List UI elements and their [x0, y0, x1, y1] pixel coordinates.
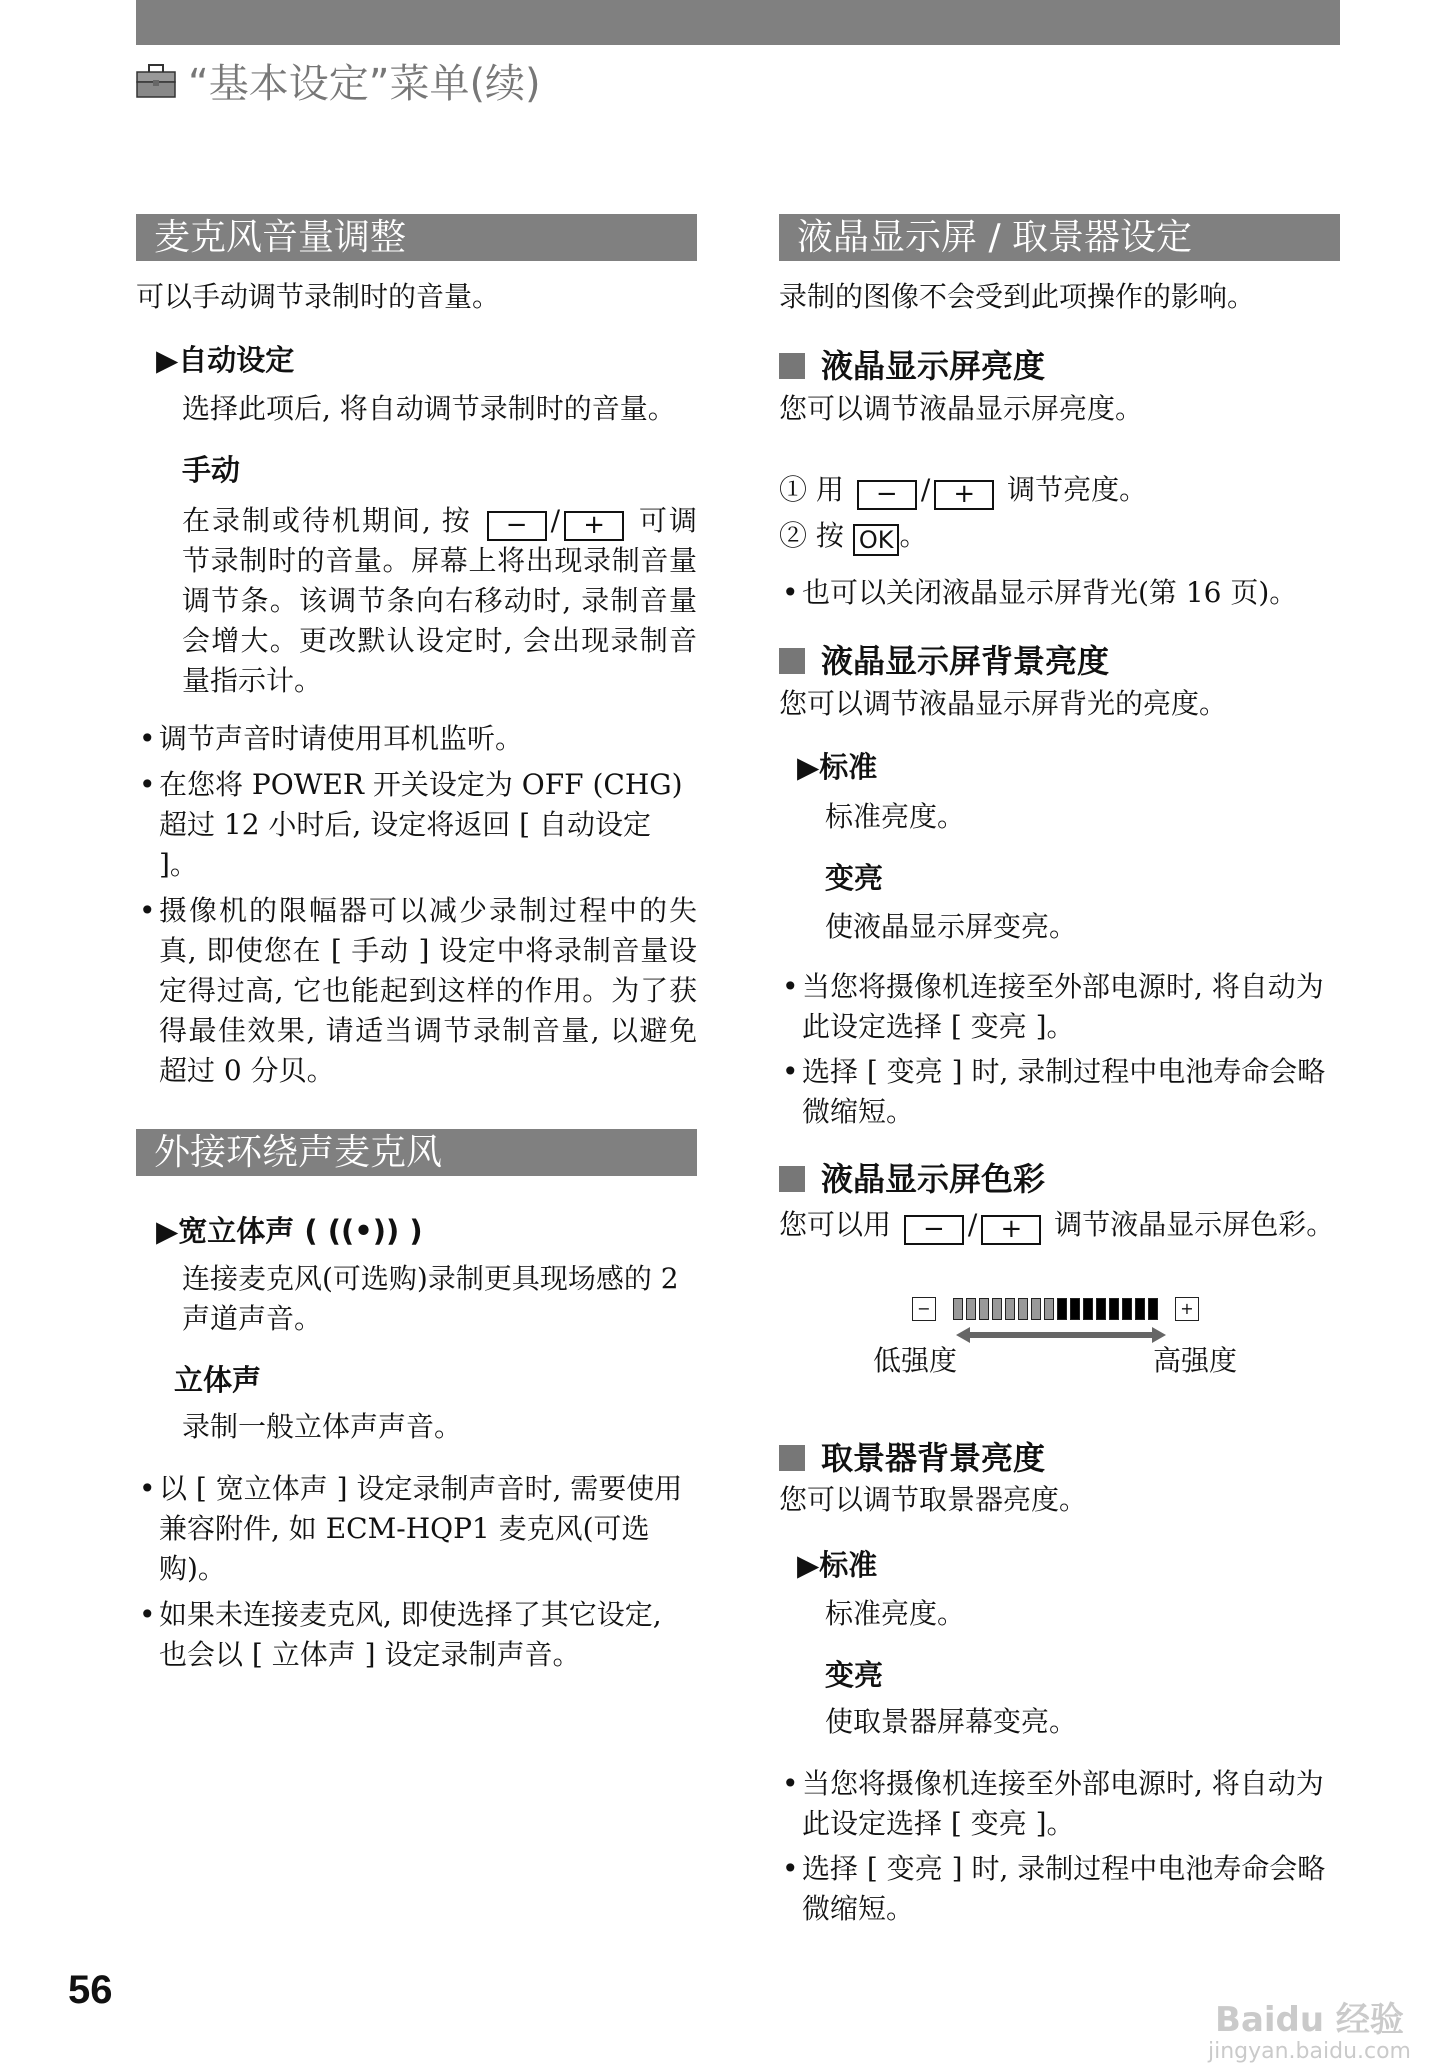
- square-bullet-icon: [779, 648, 805, 674]
- high-intensity-label: 高强度: [1153, 1344, 1238, 1377]
- option-stereo: 立体声: [174, 1363, 262, 1397]
- subheading-lcd-color: 液晶显示屏色彩: [779, 1158, 1340, 1200]
- header-bar: [136, 0, 1340, 45]
- option-wide-stereo: ▶宽立体声 ( ((•)) ): [156, 1214, 423, 1248]
- ok-button-icon: OK: [853, 524, 900, 556]
- level-segment: [1096, 1298, 1106, 1320]
- step-1: ① 用 − / + 调节亮度。: [779, 473, 1148, 509]
- level-segment: [1070, 1298, 1080, 1320]
- note-bullet: • 选择 [ 变亮 ] 时, 录制过程中电池寿命会略微缩短。: [782, 1055, 1326, 1128]
- desc-text: 您可以调节液晶显示屏背光的亮度。: [779, 687, 1228, 720]
- double-arrow-icon: [956, 1327, 1166, 1343]
- minus-button-icon: −: [487, 511, 547, 541]
- plus-button-icon: +: [564, 511, 624, 541]
- note-bullet: • 摄像机的限幅器可以减少录制过程中的失真, 即使您在 [ 手动 ] 设定中将录制音量设定得过高, 它也能起到这样的作用。为了获得最佳效果, 请适当调节录制音量, 以避免超过 0 分贝。: [139, 894, 697, 1087]
- square-bullet-icon: [779, 1166, 805, 1192]
- level-segment: [979, 1298, 989, 1320]
- level-segment: [1005, 1298, 1015, 1320]
- level-segment: [992, 1298, 1002, 1320]
- left-column: [136, 214, 697, 1675]
- section-heading-mic-level: 麦克风音量调整: [136, 214, 697, 261]
- right-column: [779, 214, 1340, 1929]
- step-2: ② 按 OK 。: [779, 519, 928, 554]
- level-segment: [1122, 1298, 1132, 1320]
- intro-text: 录制的图像不会受到此项操作的影响。: [779, 280, 1256, 313]
- level-segment: [1135, 1298, 1145, 1320]
- desc-text: 您可以调节液晶显示屏亮度。: [779, 392, 1144, 425]
- page-title-text: “基本设定”菜单(续): [188, 61, 541, 107]
- option-normal: ▶标准: [797, 1548, 878, 1582]
- intro-text: 可以手动调节录制时的音量。: [136, 280, 501, 313]
- level-segment: [1044, 1298, 1054, 1320]
- subheading-lcd-brightness: 液晶显示屏亮度: [779, 345, 1340, 387]
- minus-button-icon: −: [904, 1215, 964, 1245]
- note-bullet: • 选择 [ 变亮 ] 时, 录制过程中电池寿命会略微缩短。: [782, 1852, 1326, 1925]
- option-desc: 使取景器屏幕变亮。: [825, 1705, 1078, 1738]
- option-desc: 选择此项后, 将自动调节录制时的音量。: [182, 392, 676, 425]
- plus-button-icon: +: [934, 480, 994, 510]
- option-auto: ▶自动设定: [156, 343, 295, 377]
- square-bullet-icon: [779, 353, 805, 379]
- note-bullet: • 当您将摄像机连接至外部电源时, 将自动为此设定选择 [ 变亮 ]。: [782, 1767, 1324, 1840]
- level-segment: [953, 1298, 963, 1320]
- note-bullet: • 也可以关闭液晶显示屏背光(第 16 页)。: [782, 576, 1298, 609]
- option-desc: 录制一般立体声声音。: [182, 1410, 463, 1443]
- subheading-lcd-backlight: 液晶显示屏背景亮度: [779, 640, 1340, 682]
- note-bullet: • 如果未连接麦克风, 即使选择了其它设定, 也会以 [ 立体声 ] 设定录制声音。: [139, 1598, 662, 1671]
- option-desc: 在录制或待机期间, 按 − / + 可调节录制时的音量。屏幕上将出现录制音量调节条。该调节条向右移动时, 录制音量会增大。更改默认设定时, 会出现录制音量指示计。: [182, 504, 697, 697]
- level-bar: [953, 1298, 1161, 1324]
- note-bullet: • 调节声音时请使用耳机监听。: [139, 722, 524, 755]
- baidu-watermark: Baidu 经验 jingyan.baidu.com: [1207, 2000, 1411, 2064]
- square-bullet-icon: [779, 1445, 805, 1471]
- level-segment: [966, 1298, 976, 1320]
- note-bullet: • 当您将摄像机连接至外部电源时, 将自动为此设定选择 [ 变亮 ]。: [782, 970, 1324, 1043]
- option-desc: 连接麦克风(可选购)录制更具现场感的 2 声道声音。: [182, 1262, 679, 1335]
- plus-box-icon: +: [1175, 1297, 1199, 1321]
- option-bright: 变亮: [825, 861, 884, 895]
- option-bright: 变亮: [825, 1658, 884, 1692]
- option-manual: 手动: [182, 453, 241, 487]
- color-level-diagram: [873, 1295, 1273, 1385]
- section-heading-surround-mic: 外接环绕声麦克风: [136, 1129, 697, 1176]
- level-segment: [1057, 1298, 1067, 1320]
- subheading-viewfinder-backlight: 取景器背景亮度: [779, 1437, 1340, 1479]
- section-heading-lcd-viewfinder: 液晶显示屏 / 取景器设定: [779, 214, 1340, 261]
- toolbox-icon: [136, 64, 176, 98]
- note-bullet: • 以 [ 宽立体声 ] 设定录制声音时, 需要使用兼容附件, 如 ECM-HQP1 麦克风(可选购)。: [139, 1472, 683, 1585]
- option-normal: ▶标准: [797, 750, 878, 784]
- level-segment: [1148, 1298, 1158, 1320]
- level-segment: [1018, 1298, 1028, 1320]
- level-segment: [1031, 1298, 1041, 1320]
- option-desc: 使液晶显示屏变亮。: [825, 910, 1078, 943]
- plus-button-icon: +: [981, 1215, 1041, 1245]
- option-desc: 标准亮度。: [825, 1597, 966, 1630]
- note-bullet: • 在您将 POWER 开关设定为 OFF (CHG) 超过 12 小时后, 设定将返回 [ 自动设定 ]。: [139, 768, 683, 881]
- level-segment: [1083, 1298, 1093, 1320]
- desc-text: 您可以用 − / + 调节液晶显示屏色彩。: [779, 1208, 1335, 1244]
- low-intensity-label: 低强度: [873, 1344, 958, 1377]
- page-title: [136, 52, 541, 109]
- option-desc: 标准亮度。: [825, 800, 966, 833]
- level-segment: [1109, 1298, 1119, 1320]
- minus-button-icon: −: [857, 480, 917, 510]
- desc-text: 您可以调节取景器亮度。: [779, 1483, 1088, 1516]
- page-number: 56: [68, 1968, 113, 2012]
- minus-box-icon: −: [912, 1297, 936, 1321]
